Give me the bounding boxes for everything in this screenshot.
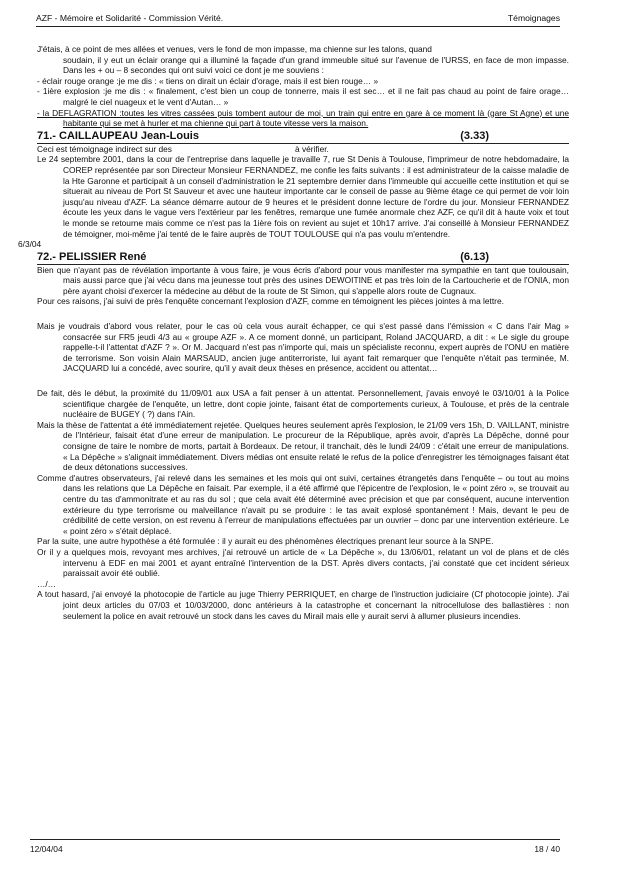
section-paragraph: Par la suite, une autre hypothèse a été formulée : il y aurait eu des phénomènes électriques prenant leur source à la SNPE. [37,536,494,547]
section-paragraph: Or il y a quelques mois, revoyant mes archives, j'ai retrouvé un article de « La Dépêche », du 13/06/01, relatant un vol de plans et de clés intervenu à EDF en mai 2001 et ayant entraîné l'intervention de la DST. Après divers contacts, j'ai constaté que cet incident sérieux paraissait avoir été oublié. [37,546,569,579]
section-title: 71.- CAILLAUPEAU Jean-Louis [37,129,199,142]
note-left: Ceci est témoignage indirect sur des [37,143,172,154]
intro-paragraph: soudain, il y eut un éclair orange qui a illuminé la façade d'un grand immeuble situé sur l'avenue de l'URSS, en face de mon impasse. Dans les + ou – 8 secondes qui ont suivi voici ce dont je me souviens : [63,54,569,76]
section-heading-72 [37,252,569,265]
document-body [18,44,569,621]
section-paragraph: Le 24 septembre 2001, dans la cour de l'entreprise dans laquelle je travaille 7, rue St Denis à Toulouse, l'imprimeur de notre hebdomadaire, la COREP représentée par son Directeur Monsieur FERNANDEZ, me confie les faits suivants : il est administrateur de la caisse maladie de la Hte Garonne et participait à un conseil d'administration le 21 septembre dernier dans l'immeuble qui accueille cette institution et qui se situerait au niveau de Port St Sauveur et avec une hauteur importante car le conseil de passe au 9ième étage ce qui permet de voir loin jusqu'au niveau d'AZF. La séance démarre autour de 9 heures et le président donne lecture de l'ordre du jour. Monsieur FERNANDEZ écoute les yeux dans le vague vers l'extérieur par les fenêtres, remarque une fumée anormale chez AZF, ce qu'il dit à haute voix et tout le monde se retourne mais comme ce n'est pas la 1ière fois on revient au sujet et 10h17 arrive. J'ai conseillé à Monsieur FERNANDEZ de témoigner, moi-même j'ai tenté de le faire auprès de TOUT TOULOUSE qui n'a pas voulu m'entendre. [37,154,569,239]
ellipsis-marker: …/… [37,578,57,589]
section-paragraph: Comme d'autres observateurs, j'ai relevé dans les semaines et les mois qui ont suivi, certaines étrangetés dans l'enquête – ou tout au moins dans les relations que La Dépêche en faisait. Par exemple, il a été affirmé que l'épicentre de l'explosion, le « point zéro », se trouvait au centre du tas d'ammonitrate et au ras du sol ; que cela avait été déterminé avec précision et que par conséquent, aucune intervention extérieure du type terrorisme ou malveillance n'avait pu se produire : le tas avait explosé spontanément ! Mais, devant le peu de crédibilité de cette version, on est revenu à l'erreur de manipulations effectuées par un ouvrier – donc par une intervention extérieure. Le « point zéro » s'était déplacé. [37,472,569,536]
section-note [37,144,569,155]
section-number: (6.13) [460,250,489,263]
section-title: 72.- PELISSIER René [37,250,147,263]
section-paragraph: Mais je voudrais d'abord vous relater, pour le cas où cela vous aurait échapper, ce qui s'est passé dans l'émission « C dans l'air Mag » consacrée sur FR5 jeudi 4/3 au « groupe AZF ». A ce moment donné, un participant, Roland JACQUARD, a dit : « Le sigle du groupe rappelle-t-il l'attentat d'AZF ? ». Or M. Jacquard n'est pas n'importe qui, mais un spécialiste reconnu, expert auprès de l'ONU en matière de terrorisme. Son voisin Alain MARSAUD, ancien juge antiterroriste, lui ayant fait remarquer que l'enquête n'était pas terminée, M. JACQUARD lui a concédé, avec sourire, qu'il y avait deux thèses en présence, accident ou attentat… [37,321,569,374]
handwritten-date: 6/3/04 [18,239,42,250]
section-paragraph: Mais la thèse de l'attentat a été immédiatement rejetée. Quelques heures seulement après l'explosion, le 21/09 vers 15h, D. VAILLANT, ministre de l'Intérieur, faisait état d'une erreur de manipulation. Le procureur de la République, après avoir, d'après La Dépêche, donné pour consigne de taire le nombre de morts, partait à Bordeaux. De retour, il tranchait, dès le lundi 24/09 : c'était une erreur de manipulations. « La Dépêche » s'alignait immédiatement. Divers médias ont ensuite relaté le refus de la police d'enregistrer les témoignages faisant état de deux détonations successives. [37,419,569,473]
page-number: 18 / 40 [534,844,560,854]
intro-paragraph-first-line: J'étais, à ce point de mes allées et venues, vers le fond de mon impasse, ma chienne sur les talons, quand [37,44,432,54]
section-paragraph: A tout hasard, j'ai envoyé la photocopie de l'article au juge Thierry PERRIQUET, en charge de l'instruction judiciaire (Cf photocopie jointe). J'ai joint deux articles du 07/03 et 10/03/2000, donc antérieurs à la catastrophe et concernant la nitrocellulose des ballastières : non seulement la police en avait retrouvé un stock dans les caves du Mirail mais elle y aurait servi à allumer plusieurs incendies. [37,589,569,621]
page-footer [30,839,560,854]
section-heading-71 [37,131,569,144]
section-paragraph: Bien que n'ayant pas de révélation importante à vous faire, je vous écris d'abord pour vous manifester ma sympathie en tant que toulousain, mais aussi parce que j'ai vécu dans ma jeunesse tout près des usines DEWOITINE et pas très loin de la Cartoucherie et de l'ONIA, mon père ayant choisi d'exercer la médecine au début de la route de St Simon, qui s'appelle alors route de Cugnaux. [37,264,569,296]
section-paragraph: De fait, dès le début, la proximité du 11/09/01 aux USA a fait penser à un attentat. Personnellement, j'avais envoyé le 03/10/01 à la Police scientifique chargée de l'enquête, un lettre, dont copie jointe, faisant état de comportements curieux, à Toulouse, et près de la centrale nucléaire de BUGEY ( ?) dans l'Ain. [37,388,569,420]
list-item: - éclair rouge orange :je me dis : « tiens on dirait un éclair d'orage, mais il est bien rouge… » [37,75,379,86]
header-section: Témoignages [507,13,560,23]
list-item: - 1ière explosion :je me dis : « finalement, c'est bien un coup de tonnerre, mais il est sec… et il ne fait pas chaud au point de faire orage… malgré le ciel nuageux et le vent d'Autan… » [37,86,569,107]
section-paragraph: Pour ces raisons, j'ai suivi de près l'enquête concernant l'explosion d'AZF, comme en témoignent les pièces jointes à ma lettre. [37,296,504,307]
note-right: à vérifier. [295,143,329,154]
header-title: AZF - Mémoire et Solidarité - Commission Vérité. [36,13,224,23]
section-number: (3.33) [460,129,489,142]
page-header [36,10,560,27]
footer-date: 12/04/04 [30,844,63,854]
list-item: - la DEFLAGRATION :toutes les vitres cassées puis tombent autour de moi, un train qui entre en gare à ce moment là (gare St Agne) et une habitante qui se met à hurler et ma chienne qui part à toute vitesse vers la maison. [37,107,569,129]
